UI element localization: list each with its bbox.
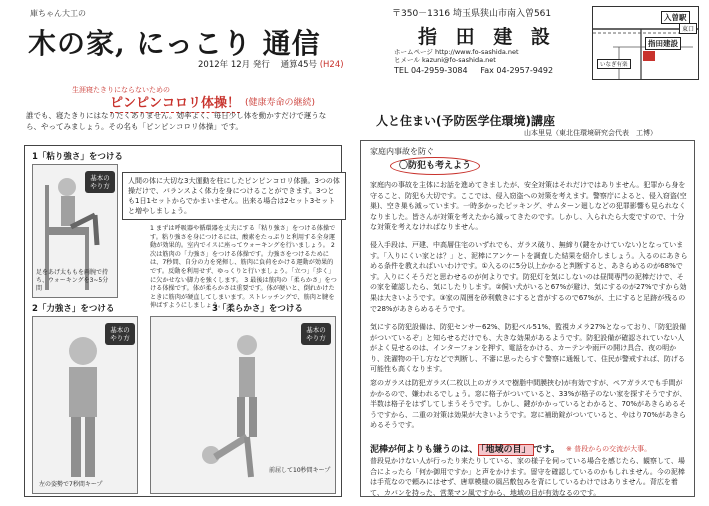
article-section-label: 家庭内事故を防ぐ [370,147,434,156]
strength-illustration [32,316,138,494]
homepage-label: ホームページ [394,48,433,56]
article-paragraph-2: 侵入手段は、戸建、中高層住宅のいずれでも、ガラス破り、無締り(鍵をかけていない)となっています。「入りにくい家とは？」と、泥棒にアンケートを調査した結果を紹介しましょう。入るのにあきらめる条件を教えればいいわけです。①入るのに5分以上かかると判断すると、あきらめるのが68%です。入りにくそうだと思わせるのが何よりです。防犯灯を気にしないのは昼間専門の泥棒だけで、その家を確認したら、気にしたりします。②飼い犬がいると67%が避け、気にするのが27%ですから効果は大きいようです。③家の周囲を砂利敷きにすると音がするので67%が、土にすると足跡が残るので28%があきらめるそうです。 [370,241,688,313]
exercise-summary: 人間の体に大切な3大運動を柱にしたピンピンコロリ体操。3つの体操だけで、バランスよく体力を身につけることができます。3つとも1日1セットからでかまいません。出来る場合は2セット3セットと増やしましょう。 [122,172,346,220]
neighborhood-watch-callout: 泥棒が何よりも嫌うのは、 「地域の目」 です。 [370,445,560,455]
health-intro: 誰でも、寝たきりにはなりたくありません。効率よく、毎日少し体を動かすだけで運うなら、やってみましょう。その名も「ピンピンコロリ体操」です。 [26,111,327,131]
header-tag: 庫ちゃん大工の [30,9,86,18]
tel-number: TEL 04-2959-3084 [394,66,468,75]
company-name: 指 田 建 設 [418,26,556,48]
crime-prevention-heading: 〇防犯も考えよう [390,157,480,175]
company-address: 〒350－1316 埼玉県狭山市南入曽561 [392,9,552,19]
issue-number: 通算45号 [280,60,317,70]
callout-note: ※ 普段からの交流が大事。 [566,445,652,453]
company-location-icon [643,51,655,61]
health-title-small: 生涯寝たきりにならないための [72,86,170,94]
issue-era: (H24) [319,60,344,70]
company-phone [394,66,553,75]
issue-line [198,58,344,70]
map-exit: 東口 [679,23,697,34]
section-endurance-heading: 1「粘り強さ」をつける [32,152,123,162]
article-paragraph-5: 普段見かけない人が行ったり来たりしている、家の様子を伺っている場合を感じたら、観察して、場合によったら「何か御用ですか」と声をかけます。留守を確認しているのかもしれません。今の泥棒は手荒なので頼みにはせず、唐草模様の風呂敷包みを背にしているわけではありません。背広を着て、カバンを持った、営業マン風ですから、地域の目が有効なるのです。 [370,457,685,497]
email-label: ヒメール [394,56,420,64]
issue-date: 2012年 12月 発行 [198,60,270,70]
homepage-link[interactable]: http://www.fo-sashida.net [434,48,519,56]
exercise-steps: 1 まずは呼吸器や循環器を丈夫にする「粘り強さ」をつける体操です。粘り強さを身につけるには、酸素をたっぷりと利用する全身運動が効果的。室内でイスに座ってウォーキングを行いましょう。 2 次は筋肉の「力強さ」をつける体操です。力強さをつけるためには、7秒間、自分の力を発揮し、筋肉に負荷をかける運動が効果的です。反動を利用せず、ゆっくりと行いましょう。「立つ」「歩く」に欠かせない脚力を強くします。 3 最後は筋肉の「柔らかさ」をつける体操です。体が柔らかさは重要です。体が硬いと、倒れかけたときに筋肉が硬直してしまいます。ストレッチングで、筋肉と腱を伸ばすようにしましょう。 [150,225,337,310]
section-flexibility-heading: 3「柔らかさ」をつける [212,304,303,314]
callout-highlight: 「地域の目」 [478,444,534,456]
article-author: 山本里見（東北住環境研究会代表 工博） [524,129,657,137]
company-contact [394,48,519,64]
flexibility-caption: 前屈して10秒間キープ [269,467,331,474]
strength-caption: 左の姿勢で7秒間キープ [39,481,103,488]
map-company: 指田建設 [645,37,681,50]
article-title: 人と住まい(予防医学住環境)講座 [376,114,555,128]
article-paragraph-1: 家庭内の事故を主体にお話を進めてきましたが、安全対策はそれだけではありません。犯罪から身を守ること、防犯も大切です。ここでは、侵入窃盗への対策を考えます。警察庁によると、侵入窃盗(空巣)、空き巣も減っています。一時多かったピッキング、サムターン廻しなどの犯罪影響も見られなくなりました。皆さんが対策を考えたから減ってきたのです。しかし、入られたら大変ですので、十分な対策を考えなければなりません。 [370,181,687,232]
endurance-illustration [32,164,118,298]
access-map [592,6,699,80]
map-landmark: いなぎ有楽 [597,59,631,69]
basic-method-badge-3: 基本の やり方 [301,323,331,345]
basic-method-badge-2: 基本の やり方 [105,323,135,345]
basic-method-badge: 基本の やり方 [85,171,115,193]
flexibility-illustration [150,316,336,494]
map-station: 入曽駅 [661,11,690,24]
fax-number: Fax 04-2957-9492 [480,66,554,75]
health-title: ピンピンコロリ体操！ [110,92,240,113]
email-link[interactable]: kazuni@fo-sashida.net [421,56,496,64]
newsletter-title: 木の家, にっこり 通信 [28,27,321,60]
article-paragraph-4: 窓のガラスは防犯ガラス(二枚以上のガラスで樹脂中間膜挟む)が有効ですが、ペアガラスでも手間がかかるので、嫌われるでしょう。窓に格子がついていると、33%が格子のない家を探すそうですが、半数は格子をはずしてしまうそうです。しかし、鍵がかかっているとわかると、70%があきらめるそうですから、二重の対策は効果が大きいようです。窓に補助錠がついていると、やはり70%があきらめるそうです。 [370,379,687,430]
section-strength-heading: 2「力強さ」をつける [32,304,115,314]
article-paragraph-3: 気にする防犯設備は、防犯センサー62%、防犯ベル51%、監視カメラ27%となっており、「防犯設備がついているぞ」と知らせるだけでも、大きな効果があるようです。防犯設備が確認されていない人がよく見せるのは、インターフォンを押す、電話をかける、カーテンや雨戸の開け具合、夜の明かり、洗濯物の干し方などで判断し、不審に思ったらすぐ警察に通報して、住民が警戒すれば、防げる可能性も高くなります。 [370,323,687,374]
health-subtitle: (健康寿命の継続) [245,98,316,108]
endurance-caption: 足をあげ太ももを両腕で持ち、ウォーキングを3~5分間 [36,269,109,292]
